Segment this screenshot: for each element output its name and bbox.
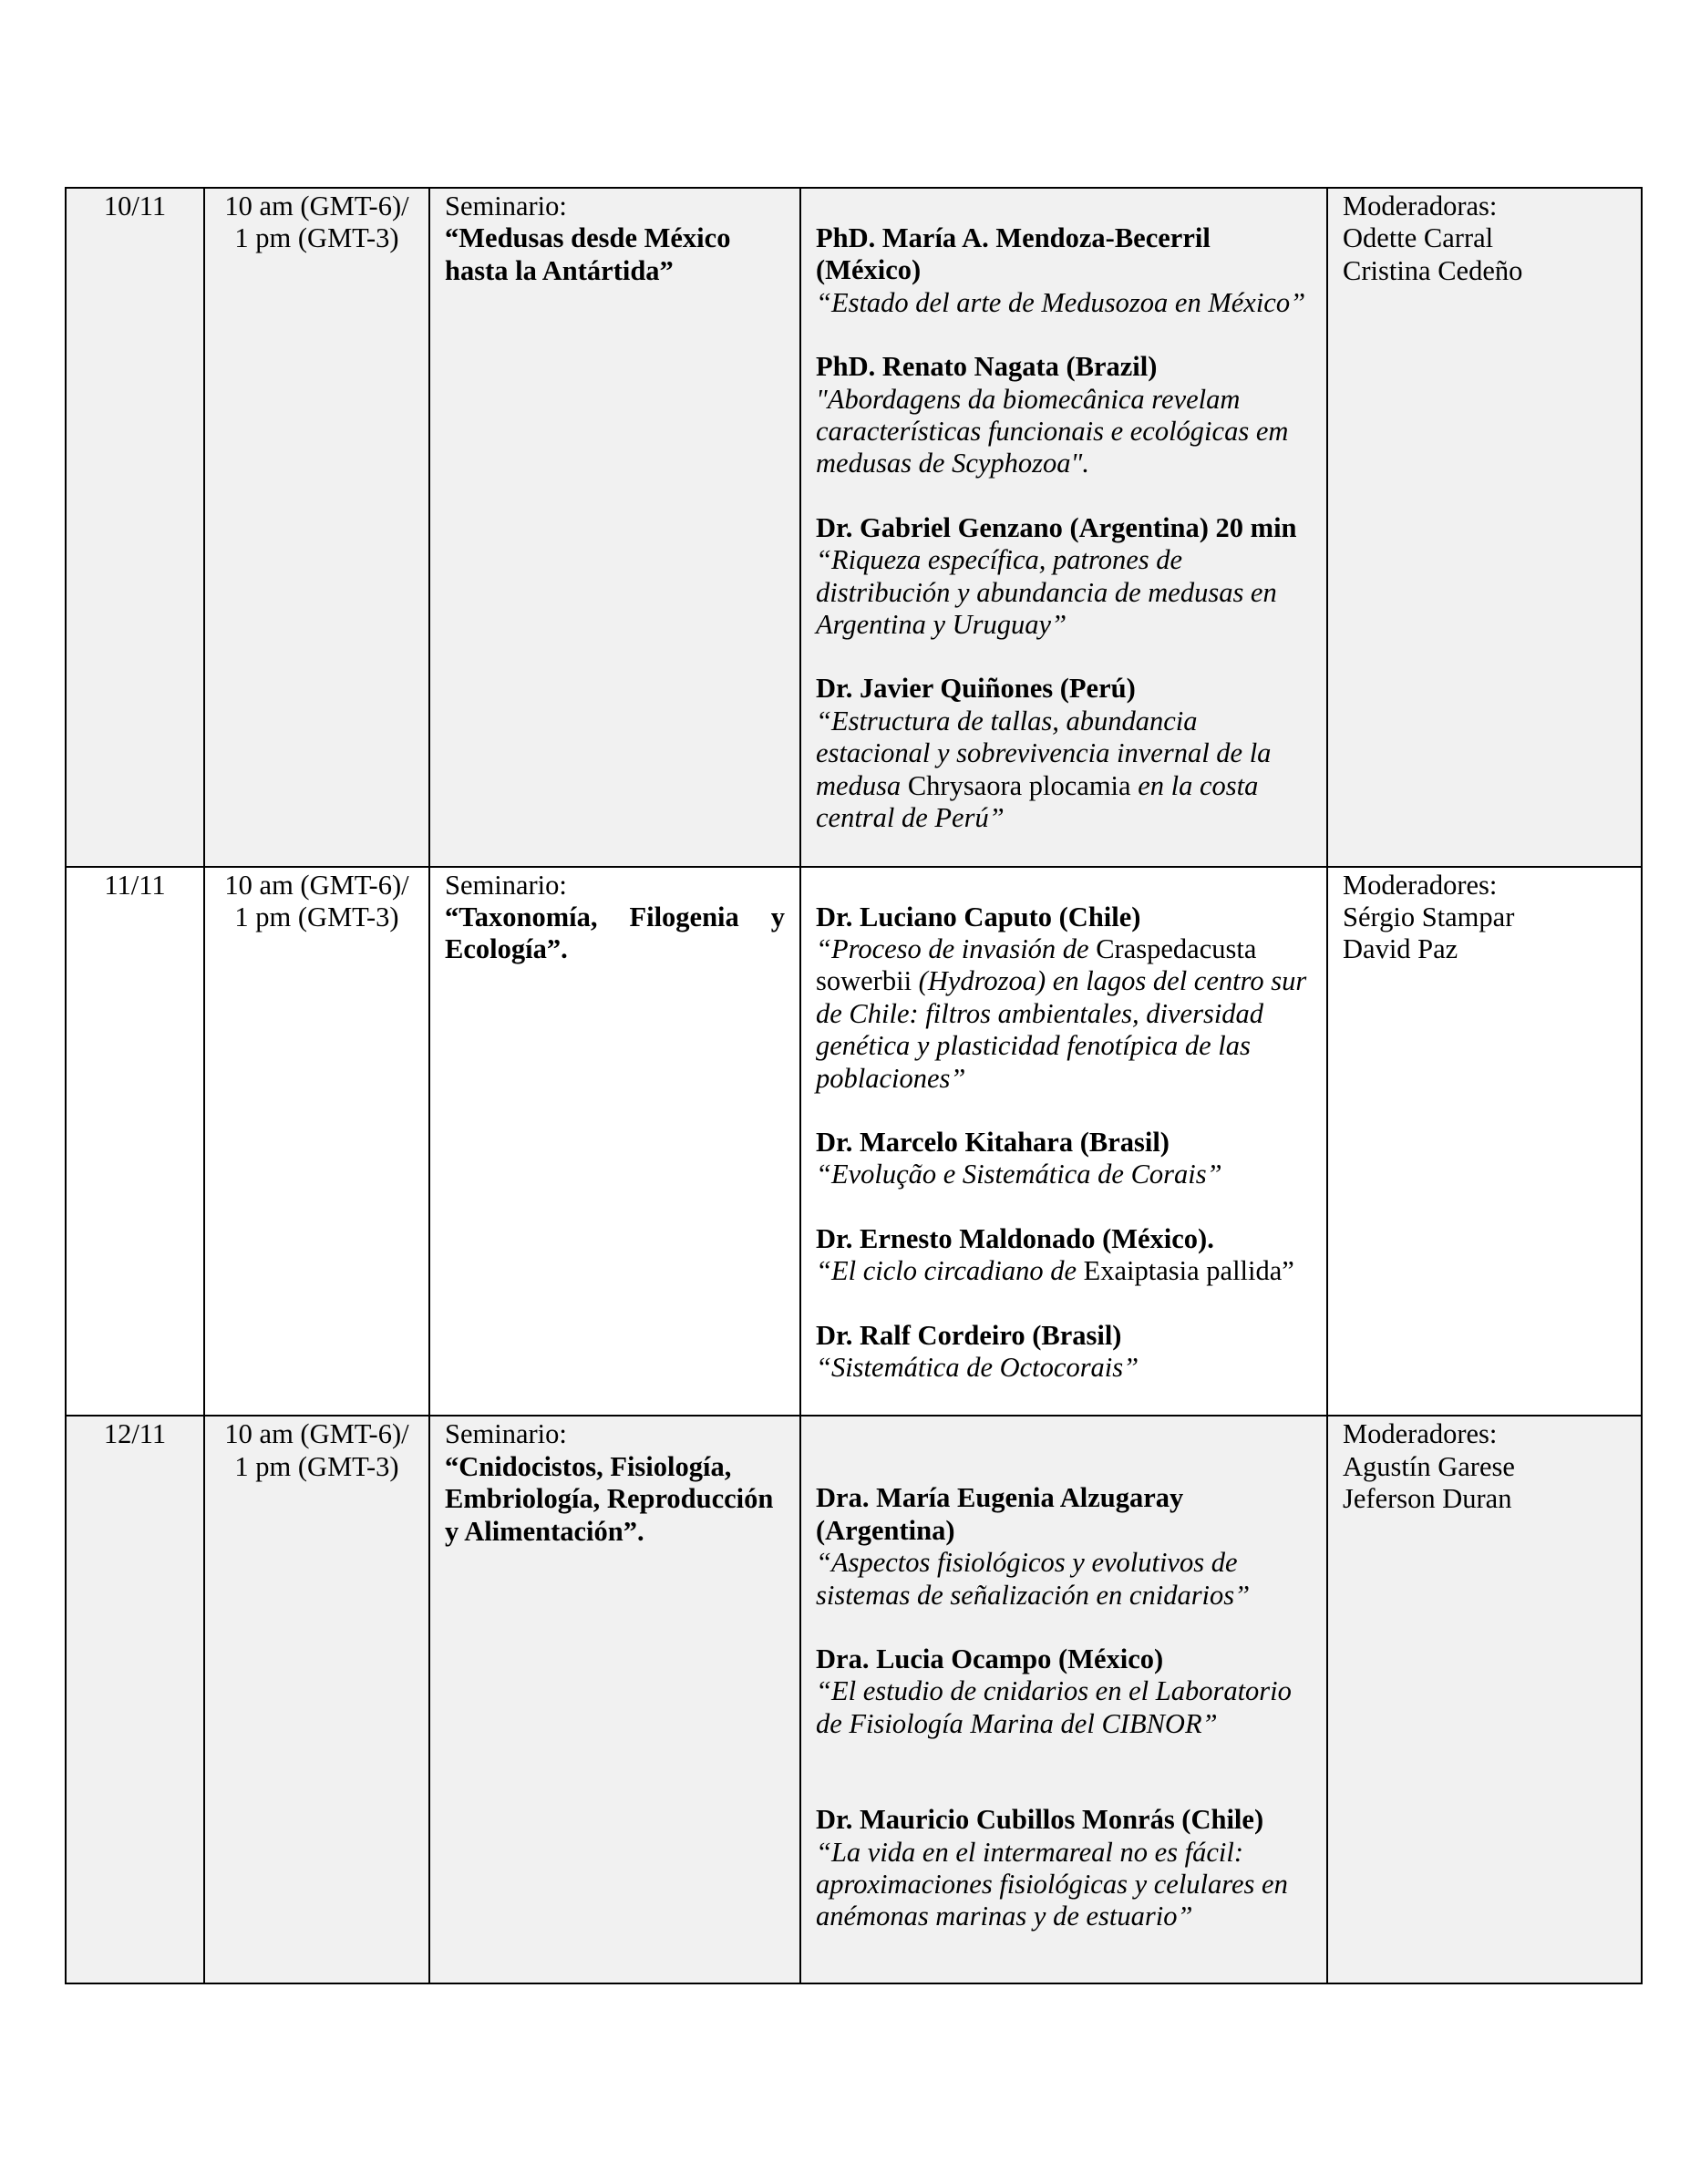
- speaker: [816, 512, 1312, 642]
- talk-title: “El ciclo circadiano de Exaiptasia pallida”: [816, 1255, 1294, 1287]
- session-row: [66, 1416, 1642, 1983]
- session-time: [204, 1416, 429, 1983]
- speakers-cell: [800, 867, 1327, 1417]
- talk-title: “Estructura de tallas, abundancia estacional y sobrevivencia invernal de la medusa Chrysaora plocamia en la costa central de Perú”: [816, 705, 1272, 834]
- program-table: [65, 187, 1643, 1984]
- speaker-name: Dra. María Eugenia Alzugaray (Argentina): [816, 1482, 1184, 1546]
- talk-title: “Sistemática de Octocorais”: [816, 1351, 1139, 1383]
- time-line: 1 pm (GMT-3): [234, 1450, 399, 1482]
- moderators-label: Moderadores:: [1343, 869, 1498, 901]
- speaker-name: Dr. Luciano Caputo (Chile): [816, 901, 1141, 932]
- moderators-cell: [1327, 1416, 1642, 1983]
- session-row: [66, 188, 1642, 867]
- speaker-name: Dr. Marcelo Kitahara (Brasil): [816, 1126, 1170, 1158]
- speaker: [816, 901, 1312, 1095]
- moderator-name: Agustín Garese: [1343, 1450, 1515, 1482]
- time-line: 10 am (GMT-6)/: [224, 1418, 409, 1450]
- speaker-name: PhD. María A. Mendoza-Becerril (México): [816, 222, 1211, 286]
- session-topic: [429, 188, 800, 867]
- speaker: [816, 673, 1312, 834]
- session-title: “Medusas desde México hasta la Antártida”: [445, 222, 731, 286]
- moderator-name: Sérgio Stampar: [1343, 901, 1515, 932]
- moderators-cell: [1327, 188, 1642, 867]
- moderator-name: Cristina Cedeño: [1343, 254, 1523, 286]
- moderator-name: Odette Carral: [1343, 222, 1494, 254]
- moderator-name: Jeferson Duran: [1343, 1483, 1512, 1515]
- moderators-label: Moderadoras:: [1343, 191, 1498, 221]
- talk-title: “Riqueza específica, patrones de distribución y abundancia de medusas en Argentina y Uruguay”: [816, 544, 1277, 641]
- session-type: Seminario:: [445, 191, 567, 221]
- session-type: Seminario:: [445, 869, 567, 901]
- session-date: 10/11: [66, 188, 204, 867]
- speaker: [816, 1320, 1312, 1385]
- species-name: Craspedacusta sowerbii: [816, 932, 1257, 997]
- species-name: Exaiptasia pallida”: [1083, 1255, 1294, 1287]
- speaker: [816, 1127, 1312, 1191]
- speakers-cell: [800, 188, 1327, 867]
- talk-title: “Evolução e Sistemática de Corais”: [816, 1159, 1222, 1190]
- session-topic: [429, 867, 800, 1417]
- speakers-cell: [800, 1416, 1327, 1983]
- talk-title: “Estado del arte de Medusozoa en México”: [816, 286, 1306, 318]
- session-time: [204, 188, 429, 867]
- speaker: [816, 1804, 1312, 1933]
- session-topic: [429, 1416, 800, 1983]
- speaker-name: Dra. Lucia Ocampo (México): [816, 1643, 1164, 1674]
- speaker-name: Dr. Javier Quiñones (Perú): [816, 673, 1136, 705]
- moderator-name: David Paz: [1343, 933, 1458, 965]
- species-name: Chrysaora plocamia: [907, 769, 1131, 801]
- session-title: “Cnidocistos, Fisiología, Embriología, Reproducción y Alimentación”.: [445, 1450, 774, 1547]
- talk-title: “La vida en el intermareal no es fácil: aproximaciones fisiológicas y celulares en anémonas marinas y de estuario”: [816, 1836, 1288, 1932]
- speaker: [816, 1223, 1312, 1288]
- speaker-name: Dr. Mauricio Cubillos Monrás (Chile): [816, 1804, 1264, 1836]
- session-type: Seminario:: [445, 1418, 567, 1450]
- talk-title: “Proceso de invasión de Craspedacusta sowerbii (Hydrozoa) en lagos del centro sur de Chile: filtros ambientales, diversidad genética y plasticidad fenotípica de las poblaciones”: [816, 932, 1307, 1094]
- speaker: [816, 1643, 1312, 1740]
- speaker-name: Dr. Ralf Cordeiro (Brasil): [816, 1319, 1122, 1351]
- time-line: 1 pm (GMT-3): [234, 901, 399, 932]
- time-line: 10 am (GMT-6)/: [224, 869, 409, 901]
- session-title: “Taxonomía, Filogenia y Ecología”.: [445, 901, 785, 965]
- session-row: [66, 867, 1642, 1417]
- moderators-cell: [1327, 867, 1642, 1417]
- session-time: [204, 867, 429, 1417]
- time-line: 1 pm (GMT-3): [234, 222, 399, 254]
- talk-title: "Abordagens da biomecânica revelam características funcionais e ecológicas em medusas de Scyphozoa".: [816, 383, 1289, 479]
- speaker: [816, 222, 1312, 319]
- speaker: [816, 1482, 1312, 1612]
- moderators-label: Moderadores:: [1343, 1418, 1498, 1450]
- session-date: 12/11: [66, 1416, 204, 1983]
- talk-title: “El estudio de cnidarios en el Laboratorio de Fisiología Marina del CIBNOR”: [816, 1675, 1292, 1739]
- speaker-name: Dr. Ernesto Maldonado (México).: [816, 1222, 1214, 1254]
- speaker: [816, 351, 1312, 480]
- talk-title: “Aspectos fisiológicos y evolutivos de sistemas de señalización en cnidarios”: [816, 1547, 1251, 1611]
- time-line: 10 am (GMT-6)/: [224, 191, 409, 221]
- speaker-name: PhD. Renato Nagata (Brazil): [816, 351, 1158, 383]
- session-date: 11/11: [66, 867, 204, 1417]
- speaker-name: Dr. Gabriel Genzano (Argentina) 20 min: [816, 511, 1297, 543]
